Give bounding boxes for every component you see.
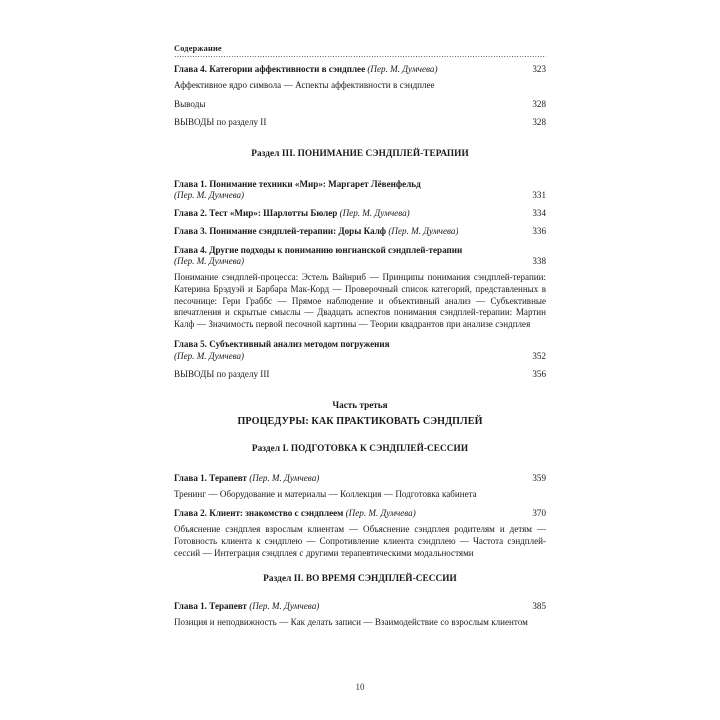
- dot-leader: [417, 510, 530, 517]
- toc-entry-s3-chapter2[interactable]: [174, 209, 546, 219]
- toc-entry-label: [174, 509, 416, 519]
- page-number: 10: [355, 682, 365, 692]
- page-content: [174, 44, 546, 629]
- section-heading-p3-razdel-2: Раздел II. ВО ВРЕМЯ СЭНДПЛЕЙ-СЕССИИ: [263, 574, 457, 585]
- dot-leader: [271, 371, 530, 378]
- toc-entry-p3s1-chapter1[interactable]: [174, 474, 546, 484]
- dot-leader: [411, 210, 530, 217]
- toc-entry-label: [174, 65, 438, 75]
- toc-entry-s3-chapter4-title[interactable]: Глава 4. Другие подходы к пониманию юнгианской сэндплей-терапии: [174, 244, 463, 255]
- spacer: [174, 454, 546, 465]
- toc-entry-page: 328: [532, 117, 546, 128]
- dot-leader: [460, 228, 530, 235]
- toc-entry-label: ВЫВОДЫ по разделу II: [174, 118, 267, 128]
- toc-entry-label: ВЫВОДЫ по разделу III: [174, 369, 270, 379]
- toc-entry-title: Глава 3. Понимание сэндплей-терапии: Доры Калф: [174, 226, 387, 236]
- dot-leader: [246, 192, 530, 199]
- toc-entry-title: Глава 4. Категории аффективности в сэндплее: [174, 65, 366, 75]
- toc-entry-page: 370: [532, 508, 546, 518]
- p3s2-chapter1-description: Позиция и неподвижность — Как делать записи — Взаимодействие со взрослым клиентом: [174, 616, 528, 627]
- toc-entry-s3-chapter1-continuation[interactable]: [174, 191, 546, 201]
- toc-entry-page: 359: [532, 472, 546, 483]
- toc-entry-page: 323: [532, 64, 546, 75]
- chapter4-affectivity-description: Аффективное ядро символа — Аспекты аффективности в сэндплее: [174, 80, 435, 91]
- p3s1-chapter1-description: Тренинг — Оборудование и материалы — Коллекция — Подготовка кабинета: [174, 488, 477, 499]
- dot-leader: [246, 353, 530, 360]
- toc-entry-p3s2-chapter1[interactable]: [174, 602, 546, 612]
- toc-entry-translator: (Пер. М. Думчева): [249, 601, 320, 611]
- section-heading-razdel-3: Раздел III. ПОНИМАНИЕ СЭНДПЛЕЙ-ТЕРАПИИ: [251, 149, 469, 160]
- toc-entry-s3-chapter3[interactable]: [174, 227, 546, 237]
- toc-entry-s3-chapter5-continuation[interactable]: [174, 352, 546, 362]
- toc-entry-translator: (Пер. М. Думчева): [174, 351, 245, 361]
- toc-entry-page: 328: [532, 99, 546, 110]
- toc-entry-title: Глава 1. Терапевт: [174, 473, 247, 483]
- running-head: Содержание: [174, 44, 222, 53]
- toc-entry-vyvody[interactable]: [174, 100, 546, 110]
- toc-entry-translator: (Пер. М. Думчева): [345, 509, 416, 518]
- toc-entry-s3-chapter4-continuation[interactable]: [174, 257, 546, 267]
- spacer: [174, 159, 546, 170]
- toc-entry-page: 331: [532, 189, 546, 200]
- toc-entry-title: Глава 1. Терапевт: [174, 601, 247, 611]
- toc-entry-page: 356: [532, 368, 546, 379]
- toc-entry-label: [174, 227, 458, 237]
- toc-entry-label: Выводы: [174, 100, 206, 110]
- toc-entry-p3s1-chapter2[interactable]: [174, 509, 546, 519]
- toc-entry-translator: (Пер. М. Думчева): [174, 257, 245, 267]
- spacer: [174, 379, 546, 400]
- toc-entry-label: [174, 209, 410, 219]
- p3s1-chapter2-description: Объяснение сэндплея взрослым клиентам — Объяснение сэндплея родителям и детям — Готовность клиента к сэндплею — Сопротивление клиента сэндплею — Частота сэндплей-сессий — Интеграция сэндплея с другими терапевтическими модальностями: [174, 524, 546, 558]
- dot-leader: [268, 120, 530, 127]
- part-label-part-3: Часть третья: [332, 400, 388, 411]
- toc-entry-title: Глава 2. Тест «Мир»: Шарлотты Бюлер: [174, 208, 338, 218]
- toc-entry-translator: (Пер. М. Думчева): [339, 208, 410, 218]
- toc-entry-chapter4-affectivity[interactable]: [174, 65, 546, 75]
- spacer: [174, 427, 546, 444]
- dot-leader: [246, 258, 530, 265]
- dot-leader: [321, 475, 530, 482]
- toc-entry-page: 352: [532, 350, 546, 361]
- toc-entry-translator: (Пер. М. Думчева): [367, 65, 438, 75]
- toc-entry-title: Глава 2. Клиент: знакомство с сэндплеем: [174, 509, 344, 518]
- part-title-part-3: ПРОЦЕДУРЫ: КАК ПРАКТИКОВАТЬ СЭНДПЛЕЙ: [237, 416, 483, 428]
- dot-leader: [439, 66, 530, 73]
- toc-entry-label: [174, 474, 319, 484]
- toc-entry-s3-chapter5-title[interactable]: Глава 5. Субъективный анализ методом погружения: [174, 339, 390, 350]
- spacer: [174, 128, 546, 149]
- toc-entry-page: 336: [532, 225, 546, 236]
- section-heading-p3-razdel-1: Раздел I. ПОДГОТОВКА К СЭНДПЛЕЙ-СЕССИИ: [251, 444, 469, 455]
- toc-entry-translator: (Пер. М. Думчева): [249, 473, 320, 483]
- spacer: [174, 559, 546, 574]
- s3-chapter4-description: Понимание сэндплей-процесса: Эстель Вайнриб — Принципы понимания сэндплей-терапии: Катерина Брэдуэй и Барбара Мак-Корд — Проверочный список категорий, представленных в песочнице: Гери Граббс — Прямое наблюдение и объективный анализ — Субъективные впечатления и скрытые смыслы — Двадцать аспектов понимания сэндплей-терапии: Мартин Калф — Значимость первой песочной картины — Теории квадрантов при анализе сэндплея: [174, 272, 546, 330]
- toc-entry-translator: (Пер. М. Думчева): [174, 190, 245, 200]
- toc-entry-vyvody-razdel-3[interactable]: [174, 370, 546, 380]
- dot-leader: [321, 603, 530, 610]
- dot-leader: [207, 101, 530, 108]
- toc-entry-page: 385: [532, 600, 546, 611]
- toc-entry-page: 334: [532, 207, 546, 218]
- toc-entry-translator: (Пер. М. Думчева): [388, 226, 459, 236]
- header-dotted-rule: [174, 56, 546, 57]
- toc-entry-vyvody-razdel-2[interactable]: [174, 118, 546, 128]
- toc-entry-page: 338: [532, 256, 546, 267]
- toc-entry-s3-chapter1-title[interactable]: Глава 1. Понимание техники «Мир»: Маргарет Лёвенфельд: [174, 178, 421, 189]
- spacer: [174, 584, 546, 593]
- toc-entry-label: [174, 602, 319, 612]
